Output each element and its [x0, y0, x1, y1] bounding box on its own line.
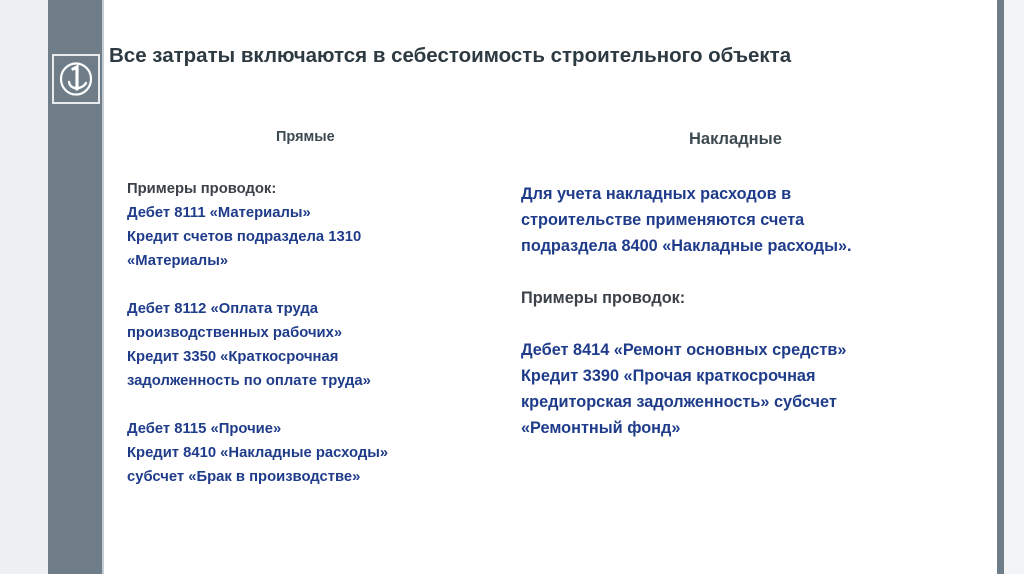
right-entry-line: Кредит 3390 «Прочая краткосрочная — [521, 367, 816, 385]
left-entry2-line: задолженность по оплате труда» — [127, 373, 371, 389]
spacer — [521, 311, 961, 337]
slide-title: Все затраты включаются в себестоимость строительного объекта — [109, 44, 792, 67]
direct-costs-column — [127, 177, 467, 489]
right-dark-band — [997, 0, 1004, 574]
1c-logo-glyph — [56, 58, 96, 100]
left-entry3-line: субсчет «Брак в производстве» — [127, 469, 361, 485]
overhead-costs-heading: Накладные — [689, 130, 782, 148]
left-entry1-line: Дебет 8111 «Материалы» — [127, 205, 311, 221]
right-paragraph-line: подраздела 8400 «Накладные расходы». — [521, 237, 852, 255]
1c-logo-icon — [52, 54, 100, 104]
right-paragraph-line: Для учета накладных расходов в — [521, 185, 792, 203]
left-entry1-line: Кредит счетов подраздела 1310 — [127, 229, 362, 245]
left-entry2-line: производственных рабочих» — [127, 325, 343, 341]
left-entry2-line: Кредит 3350 «Краткосрочная — [127, 349, 339, 365]
spacer — [127, 273, 467, 297]
right-intro: Примеры проводок: — [521, 289, 686, 307]
right-decor-band — [1004, 0, 1024, 574]
left-entry2-line: Дебет 8112 «Оплата труда — [127, 301, 318, 317]
spacer — [521, 259, 961, 285]
left-entry3-line: Дебет 8115 «Прочие» — [127, 421, 282, 437]
right-paragraph-line: строительстве применяются счета — [521, 211, 805, 229]
spacer — [127, 393, 467, 417]
right-entry-line: Дебет 8414 «Ремонт основных средств» — [521, 341, 847, 359]
right-entry-line: «Ремонтный фонд» — [521, 419, 681, 437]
left-intro: Примеры проводок: — [127, 181, 277, 197]
left-entry1-line: «Материалы» — [127, 253, 229, 269]
overhead-costs-column — [521, 181, 961, 441]
right-entry-line: кредиторская задолженность» субсчет — [521, 393, 837, 411]
direct-costs-heading: Прямые — [276, 129, 335, 145]
left-band-divider — [102, 0, 104, 574]
left-decor-band — [0, 0, 48, 574]
left-entry3-line: Кредит 8410 «Накладные расходы» — [127, 445, 389, 461]
